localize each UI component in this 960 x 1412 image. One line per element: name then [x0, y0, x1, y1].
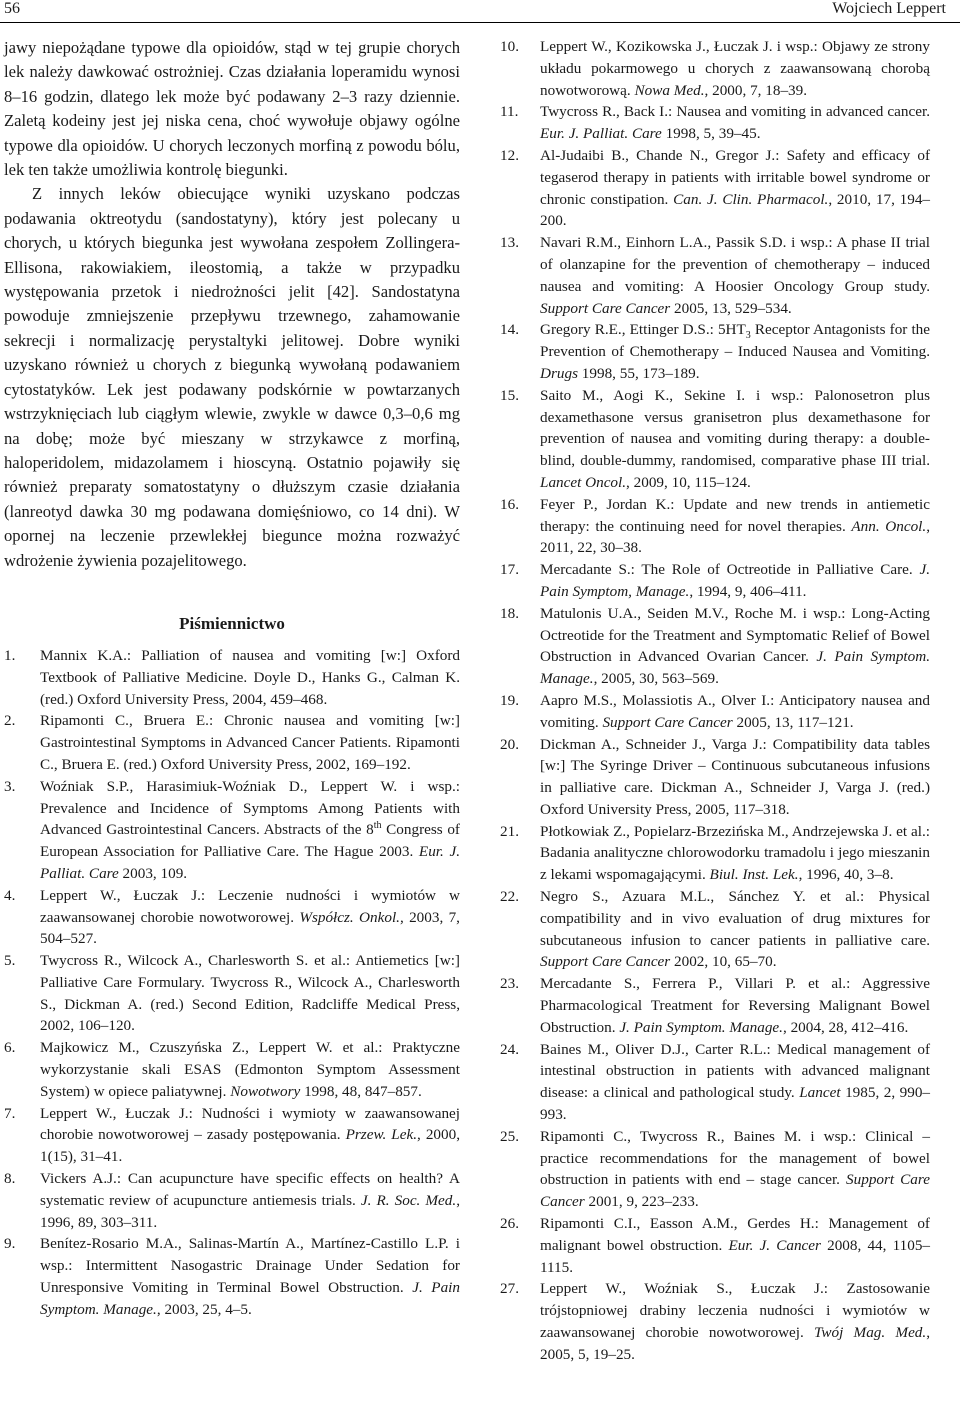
reference-item [500, 319, 930, 384]
reference-number: 6. [4, 1039, 16, 1057]
reference-text: Ripamonti C., Bruera E.: Chronic nausea and vomiting [w:] Gastrointestinal Symptoms in Advanced Cancer Patients. Ripamonti C., Bruera E. (red.) Oxford University Press, 2002, 169–192. [40, 712, 460, 773]
reference-item [500, 690, 930, 734]
reference-number: 2. [4, 712, 16, 730]
reference-text: 2002, 10, 65–70. [670, 953, 777, 971]
page-number: 56 [4, 0, 20, 17]
reference-text: 2001, 9, 223–233. [584, 1193, 699, 1211]
reference-item [4, 776, 460, 885]
reference-source: Nowotwory [230, 1082, 301, 1100]
reference-item [500, 101, 930, 145]
right-column [500, 36, 930, 1366]
reference-text: , 2003, 7, 504–527. [40, 908, 460, 948]
reference-item [4, 710, 460, 775]
reference-text: , 2009, 10, 115–124. [626, 473, 751, 491]
reference-item [4, 645, 460, 710]
reference-text: Mercadante S., Ferrera P., Villari P. et al.: Aggressive Pharmacological Treatment for Reversing Malignant Bowel Obstruction. [540, 975, 930, 1036]
reference-text: 1998, 55, 173–189. [577, 364, 700, 382]
page-header [0, 0, 960, 23]
reference-number: 10. [500, 38, 519, 55]
reference-source: Eur. J. Cancer [728, 1236, 821, 1254]
reference-number: 25. [500, 1127, 519, 1145]
reference-item [4, 885, 460, 950]
reference-number: 17. [500, 561, 519, 579]
reference-item [500, 385, 930, 494]
reference-text: Majkowicz M., Czuszyńska Z., Leppert W. et al.: Praktyczne wykorzystanie skali ESAS (Edmonton Symptom Assessment System) w opiece paliatywnej. [40, 1039, 460, 1100]
reference-item [500, 36, 930, 101]
reference-source: Support Care Cancer [540, 299, 671, 317]
reference-item [4, 1233, 460, 1320]
reference-number: 20. [500, 735, 519, 753]
reference-item [500, 494, 930, 559]
reference-source: J. R. Soc. Med. [360, 1191, 457, 1209]
reference-number: 27. [500, 1280, 519, 1298]
reference-source: Eur. J. Palliat. Care [540, 125, 662, 143]
reference-item [4, 950, 460, 1037]
reference-text: Al-Judaibi B., Chande N., Gregor J.: Safety and efficacy of tegaserod therapy in patients with irritable bowel syndrome or chronic constipation. [540, 146, 930, 208]
reference-text: Płotkowiak Z., Popielarz-Brzezińska M., Andrzejewska J. et al.: Badania analityczne chlorowodorku tramadolu i jego mieszanin z lekami wspomagającymi. [540, 822, 930, 884]
reference-text: 1998, 5, 39–45. [661, 125, 761, 143]
reference-text: 2005, 13, 117–121. [732, 713, 854, 731]
reference-source: Ann. Oncol. [851, 517, 927, 535]
reference-number: 11. [500, 103, 519, 121]
reference-item [500, 559, 930, 603]
reference-text: Benítez-Rosario M.A., Salinas-Martín A., Martínez-Castillo L.P. i wsp.: Intermittent Nasogastric Drainage Under Sedation for Unresponsive Vomiting in Terminal Bowel Obstruction. [40, 1235, 460, 1297]
body-paragraph: jawy niepożądane typowe dla opioidów, stąd w tej grupie chorych lek należy dawkować ostrożniej. Czas działania loperamidu wynosi 8–16 godzin, dlatego lek może być podawany 2–3 razy dziennie. Zaletą kodeiny jest jej niska cena, choć wywołuje objawy ogólne typowe dla opioidów. U chorych leczonych morfiną z powodu bólu, lek ten także umożliwia kontrolę biegunki. [4, 38, 460, 180]
reference-source: Support Care Cancer [602, 713, 733, 731]
reference-text: Matulonis U.A., Seiden M.V., Roche M. i wsp.: Long-Acting Octreotide for the Treatment and Symptomatic Relief of Bowel Obstruction in Advanced Ovarian Cancer. [540, 604, 930, 666]
reference-text: Ripamonti C.I., Easson A.M., Gerdes H.: Management of malignant bowel obstruction. [540, 1215, 930, 1254]
reference-source: Support Care Cancer [540, 1171, 930, 1211]
reference-text: Vickers A.J.: Can acupuncture have specific effects on health? A systematic review of acupuncture antiemesis trials. [40, 1170, 460, 1209]
reference-item [500, 886, 930, 973]
reference-text: , 2000, 1(15), 31–41. [40, 1126, 460, 1166]
reference-text: Leppert W., Woźniak S., Łuczak J.: Zastosowanie trójstopniowej drabiny leczenia nudności i wymiotów w zaawansowanej chorobie nowotworowej. [540, 1280, 930, 1342]
reference-source: Biul. Inst. Lek. [709, 866, 799, 884]
reference-item [500, 1213, 930, 1278]
reference-item [500, 1126, 930, 1213]
reference-number: 21. [500, 822, 519, 840]
reference-text: , 1996, 89, 303–311. [40, 1191, 460, 1231]
reference-number: 18. [500, 604, 519, 622]
reference-text: , 2011, 22, 30–38. [540, 517, 930, 557]
reference-item [500, 603, 930, 690]
reference-number: 7. [4, 1104, 16, 1122]
reference-text: 2005, 13, 529–534. [670, 299, 792, 317]
left-column [4, 36, 460, 1321]
reference-source: Support Care Cancer [540, 953, 671, 971]
reference-text: Aapro M.S., Molassiotis A., Olver I.: Anticipatory nausea and vomiting. [540, 691, 930, 731]
reference-text: Gregory R.E., Ettinger D.S.: 5HT [540, 321, 746, 339]
reference-list-left [4, 645, 460, 1321]
reference-text: , 1994, 9, 406–411. [689, 582, 807, 600]
reference-number: 13. [500, 234, 519, 252]
reference-text: Negro S., Azuara M.L., Sánchez Y. et al.: Physical compatibility and in vivo evaluation of drug mixtures for subcutaneous infusion to cancer patients in palliative care. [540, 888, 930, 949]
reference-item [500, 1278, 930, 1365]
reference-text: Ripamonti C., Twycross R., Baines M. i wsp.: Clinical – practice recommendations for the management of bowel obstruction in patients with end – stage cancer. [540, 1127, 930, 1189]
reference-source: Współcz. Onkol. [299, 908, 400, 926]
reference-source: Nowa Med. [634, 81, 705, 99]
reference-number: 1. [4, 646, 16, 664]
reference-number: 14. [500, 321, 519, 339]
reference-number: 12. [500, 146, 519, 164]
reference-item [500, 821, 930, 886]
reference-number: 26. [500, 1215, 519, 1233]
reference-text: , 2004, 28, 412–416. [782, 1018, 909, 1036]
reference-list-right [500, 36, 930, 1366]
reference-source: Lancet [799, 1084, 841, 1102]
reference-text: Leppert W., Kozikowska J., Łuczak J. i wsp.: Objawy ze strony układu pokarmowego u chorych z zaawansowaną chorobą nowotworową. [540, 38, 930, 99]
reference-text: Receptor Antagonists for the Prevention of Chemotherapy – Induced Nausea and Vomiting. [540, 321, 930, 361]
reference-source: Przew. Lek. [345, 1126, 417, 1144]
reference-source: J. Pain Symptom. Manage. [619, 1018, 783, 1036]
reference-text: Navari R.M., Einhorn L.A., Passik S.D. i wsp.: A phase II trial of olanzapine for the prevention of chemotherapy – induced nausea and vomiting: A Hoosier Oncology Group study. [540, 234, 930, 295]
reference-item [4, 1103, 460, 1168]
reference-item [500, 232, 930, 319]
reference-text: , 2000, 7, 18–39. [704, 81, 808, 99]
reference-source: Eur. J. Palliat. Care [40, 843, 460, 882]
reference-sub: 3 [745, 330, 751, 342]
reference-text: Twycross R., Wilcock A., Charlesworth S. et al.: Antiemetics [w:] Palliative Care Formulary. Twycross R., Wilcock A., Charlesworth S., Dickman A. (red.) Second Edition, Radcliffe Medical Press, 2002, 106–120. [40, 952, 460, 1035]
reference-text: Feyer P., Jordan K.: Update and new trends in antiemetic therapy: the continuing need for novel therapies. [540, 495, 930, 535]
reference-text: 2008, 44, 1105–1115. [540, 1236, 931, 1276]
reference-text: 1985, 2, 990–993. [540, 1084, 931, 1124]
reference-number: 15. [500, 386, 519, 404]
reference-number: 23. [500, 975, 519, 993]
reference-text: , 2005, 30, 563–569. [593, 670, 719, 688]
reference-text: Twycross R., Back I.: Nausea and vomiting in advanced cancer. [540, 103, 930, 121]
reference-text: , 2010, 17, 194–200. [540, 190, 931, 230]
reference-text: Baines M., Oliver D.J., Carter R.L.: Medical management of intestinal obstruction in patients with advanced malignant disease: a clinical and pathological study. [540, 1040, 930, 1102]
reference-number: 19. [500, 691, 519, 709]
reference-number: 8. [4, 1170, 16, 1188]
reference-text: Woźniak S.P., Harasimiuk-Woźniak D., Leppert W. i wsp.: Prevalence and Incidence of Symptoms Among Patients with Advanced Gastrointestinal Cancers. Abstracts of the 8 [40, 777, 460, 839]
reference-text: Mannix K.A.: Palliation of nausea and vomiting [w:] Oxford Textbook of Palliative Medicine. Doyle D., Hanks G., Calman K. (red.) Oxford University Press, 2004, 459–468. [40, 646, 460, 708]
reference-source: J. Pain Symptom. Manage. [40, 1279, 460, 1318]
reference-text: Mercadante S.: The Role of Octreotide in Palliative Care. [540, 561, 920, 579]
reference-text: , 2003, 25, 4–5. [156, 1300, 252, 1318]
reference-number: 4. [4, 886, 16, 904]
reference-text: Congress of European Association for Palliative Care. The Hague 2003. [40, 821, 460, 861]
reference-item [4, 1037, 460, 1102]
reference-source: J. Pain Symptom. Manage. [540, 648, 930, 688]
reference-text: , 1996, 40, 3–8. [798, 866, 894, 884]
reference-item [500, 734, 930, 821]
reference-number: 5. [4, 952, 16, 970]
reference-number: 24. [500, 1040, 519, 1058]
reference-sup: th [373, 820, 382, 832]
reference-source: Drugs [540, 364, 578, 382]
reference-number: 16. [500, 495, 519, 513]
reference-number: 3. [4, 777, 16, 795]
references-heading: Piśmiennictwo [179, 613, 285, 633]
reference-item [500, 1039, 930, 1126]
reference-text: Leppert W., Łuczak J.: Nudności i wymioty w zaawansowanej chorobie nowotworowej – zasady postępowania. [40, 1104, 460, 1144]
body-text [4, 36, 460, 573]
reference-text: Leppert W., Łuczak J.: Leczenie nudności i wymiotów w zaawansowanej chorobie nowotworowej. [40, 886, 460, 926]
reference-text: , 2005, 5, 19–25. [540, 1324, 930, 1363]
running-head: Wojciech Leppert [832, 0, 946, 17]
reference-source: Twój Mag. Med. [814, 1324, 927, 1342]
reference-item [500, 973, 930, 1038]
reference-text: 1998, 48, 847–857. [300, 1082, 422, 1100]
reference-item [500, 145, 930, 232]
reference-source: Can. J. Clin. Pharmacol. [673, 190, 829, 208]
reference-number: 22. [500, 888, 519, 906]
reference-text: Dickman A., Schneider J., Varga J.: Compatibility data tables [w:] The Syringe Driver – Continuous subcutaneous infusions in palliative care. Dickman A., Schneider J, Varga J. (red.) Oxford University Press, 2005, 117–318. [540, 735, 930, 818]
reference-source: J. Pain Symptom, Manage. [540, 561, 930, 600]
reference-text: Saito M., Aogi K., Sekine I. i wsp.: Palonosetron plus dexamethasone versus granisetron plus dexamethasone for prevention of nausea and vomiting during therapy: a double-blind, double-dummy, randomised, comparative phase III trial. [540, 386, 930, 470]
reference-text: 2003, 109. [118, 864, 188, 882]
body-paragraph: Z innych leków obiecujące wyniki uzyskano podczas podawania oktreotydu (sandostatyny), który jest polecany u chorych, u których biegunka jest wywołana zespołem Zollingera-Ellisona, rakowiakiem, ileostomią, a także w przypadku występowania przetok i niedrożności jelit [42]. Sandostatyna powoduje zmniejszenie przepływu trzewnego, zahamowanie sekrecji i normalizację perystaltyki jelitowej. Dobre wyniki uzyskano również u chorych z biegunką wywołaną podawaniem cytostatyków. Lek jest podawany podskórnie w powtarzanych wstrzyknięciach lub ciągłym wlewie, zwykle w dawce 0,3–0,6 mg na dobę; może być mieszany w strzykawce z morfiną, haloperidolem, midazolamem i hioscyną. Ostatnio pojawiły się również preparaty somatostatyny o dłuższym czasie działania (lanreotyd dawka 30 mg podawana domięśniowo, co 14 dni). W opornej na leczenie przewlekłej biegunce można rozważyć wdrożenie żywienia pozajelitowego. [4, 184, 460, 570]
reference-item [4, 1168, 460, 1233]
reference-number: 9. [4, 1235, 16, 1253]
reference-source: Lancet Oncol. [540, 473, 627, 491]
